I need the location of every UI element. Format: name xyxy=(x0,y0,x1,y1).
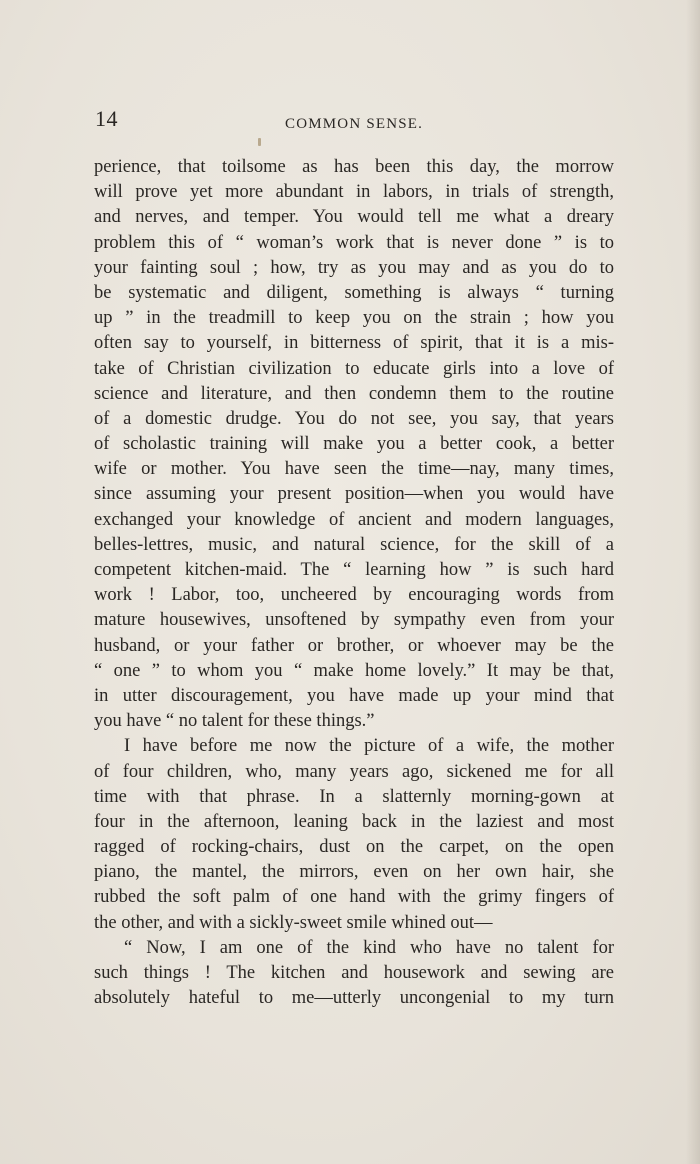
text-line: of scholastic training will make you a better cook, a better xyxy=(94,434,614,455)
text-line: time with that phrase. In a slatternly morning-gown at xyxy=(94,786,614,807)
text-line: piano, the mantel, the mirrors, even on her own hair, she xyxy=(94,862,614,883)
paragraph-end-line: you have “ no talent for these things.” xyxy=(94,711,375,732)
paper-speck xyxy=(258,138,261,146)
text-line: of four children, who, many years ago, sickened me for all xyxy=(94,761,614,782)
text-line: take of Christian civilization to educate girls into a love of xyxy=(94,358,614,379)
text-line: absolutely hateful to me—utterly uncongenial to my turn xyxy=(94,988,614,1009)
text-line: such things ! The kitchen and housework and sewing are xyxy=(94,963,614,983)
text-line: perience, that toilsome as has been this day, the morrow xyxy=(94,157,614,177)
text-line: competent kitchen-maid. The “ learning how ” is such hard xyxy=(94,560,614,580)
text-line: rubbed the soft palm of one hand with the grimy fingers of xyxy=(94,887,614,908)
text-line: ragged of rocking-chairs, dust on the carpet, on the open xyxy=(94,837,614,858)
text-line: be systematic and diligent, something is always “ turning xyxy=(94,282,614,303)
text-line: belles-lettres, music, and natural science, for the skill of a xyxy=(94,534,614,555)
text-line: mature housewives, unsoftened by sympathy even from your xyxy=(94,610,614,631)
text-line: four in the afternoon, leaning back in the laziest and most xyxy=(94,811,614,832)
text-line: wife or mother. You have seen the time—nay, many times, xyxy=(94,459,614,480)
paragraph-start-line: I have before me now the picture of a wife, the mother xyxy=(124,736,614,757)
page-number: 14 xyxy=(95,106,118,131)
paragraph-end-line: the other, and with a sickly-sweet smile whined out— xyxy=(94,912,493,933)
text-line: will prove yet more abundant in labors, in trials of strength, xyxy=(94,182,614,203)
text-line: exchanged your knowledge of ancient and modern languages, xyxy=(94,509,614,530)
text-line: work ! Labor, too, uncheered by encouraging words from xyxy=(94,585,614,606)
text-line: in utter discouragement, you have made up your mind that xyxy=(94,685,614,706)
text-line: science and literature, and then condemn them to the routine xyxy=(94,383,614,404)
text-line: problem this of “ woman’s work that is never done ” is to xyxy=(94,232,614,253)
text-line: and nerves, and temper. You would tell me what a dreary xyxy=(94,207,614,228)
paragraph-start-line: “ Now, I am one of the kind who have no talent for xyxy=(124,937,614,958)
text-line: of a domestic drudge. You do not see, you say, that years xyxy=(94,408,614,429)
text-line: often say to yourself, in bitterness of spirit, that it is a mis- xyxy=(94,333,614,354)
running-title: COMMON SENSE. xyxy=(285,116,424,132)
text-line: “ one ” to whom you “ make home lovely.” It may be that, xyxy=(94,660,614,681)
text-line: your fainting soul ; how, try as you may and as you do to xyxy=(94,257,614,278)
page-edge-shadow xyxy=(686,0,700,1164)
body-text xyxy=(94,155,614,1011)
running-head xyxy=(95,106,615,136)
text-line: up ” in the treadmill to keep you on the strain ; how you xyxy=(94,308,614,329)
text-line: husband, or your father or brother, or whoever may be the xyxy=(94,635,614,656)
text-line: since assuming your present position—when you would have xyxy=(94,484,614,505)
